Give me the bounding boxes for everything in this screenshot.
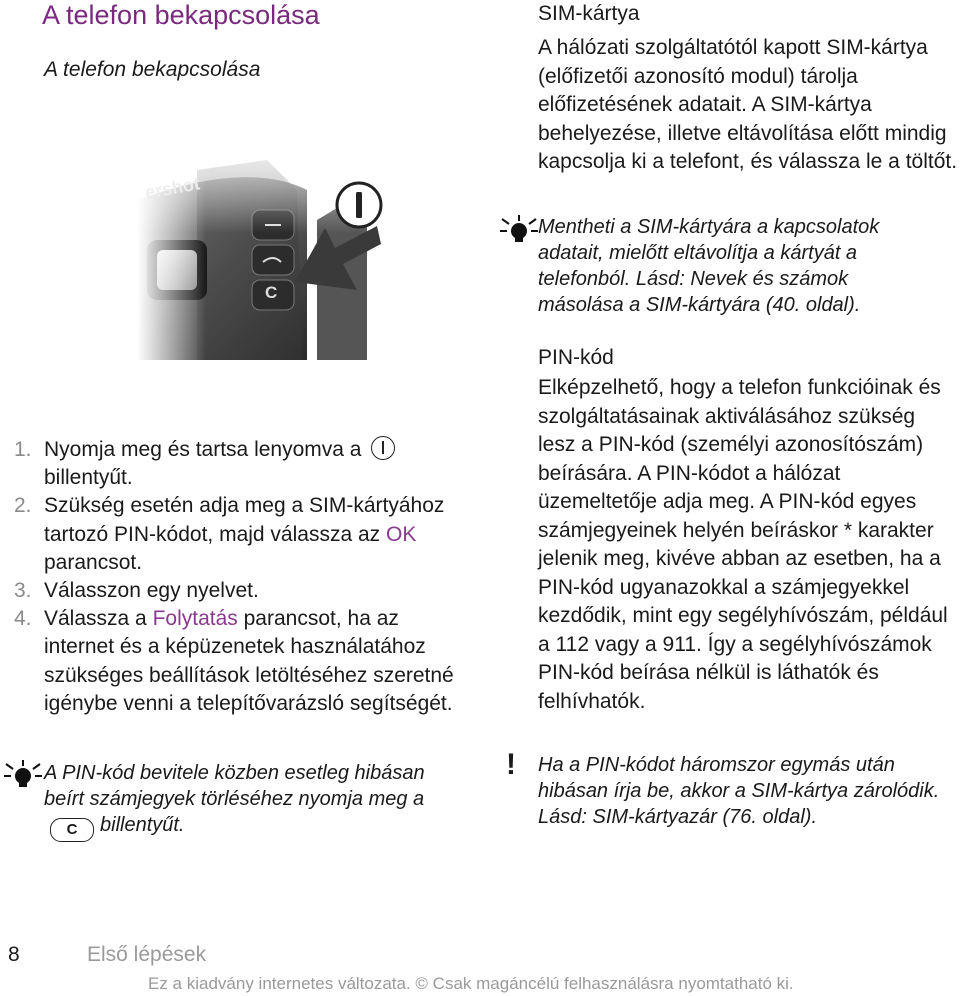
tip-delete-digits (44, 760, 444, 842)
step-text: Válassza a (44, 607, 147, 631)
power-key-icon (371, 436, 395, 460)
step-number: 2. (14, 494, 32, 518)
page-number: 8 (8, 943, 20, 966)
step-text: Nyomja meg és tartsa lenyomva a (44, 438, 362, 461)
lightbulb-tip-icon (500, 215, 538, 243)
step-text: billentyűt. (44, 466, 133, 490)
step-number: 3. (14, 579, 32, 603)
step-text: parancsot, ha az internet és a képüzenetek használatához szükséges beállítások letöltéséhez szeretné igénybe venni a telepítővarázsló segítségét. (44, 607, 454, 715)
sim-body: A hálózati szolgáltatótól kapott SIM-kártya (előfizetői azonosító modul) tárolja előfizetésének adatait. A SIM-kártya behelyezése, illetve eltávolítása előtt mindig kapcsolja ki a telefont, és válassza le a töltőt. (538, 36, 958, 173)
list-item (14, 492, 464, 577)
sim-heading: SIM-kártya (538, 2, 640, 25)
footer-note: Ez a kiadvány internetes változata. © Csak magáncélú felhasználásra nyomtatható ki. (148, 974, 794, 993)
arrow-pointer-icon (285, 220, 385, 305)
list-item (14, 436, 464, 492)
page-title: A telefon bekapcsolása (42, 0, 320, 30)
c-key-icon: C (50, 818, 94, 842)
page-subtitle: A telefon bekapcsolása (44, 58, 261, 81)
step-text: Szükség esetén adja meg a SIM-kártyához tartozó PIN-kódot, majd válassza az (44, 494, 445, 546)
tip-text: billentyűt. (100, 814, 185, 836)
phone-c-key-label: C (265, 283, 278, 302)
step-text: parancsot. (44, 550, 143, 574)
phone-brand-text: ershot (143, 173, 202, 203)
highlight-folytatas: Folytatás (152, 607, 238, 631)
section-name: Első lépések (87, 943, 207, 966)
pin-heading: PIN-kód (538, 346, 614, 369)
step-number: 1. (14, 438, 32, 461)
highlight-ok: OK (386, 522, 417, 546)
tip-text: A PIN-kód bevitele közben esetleg hibásan beírt számjegyek törléséhez nyomja meg a (44, 762, 425, 810)
tip-sim-contacts: Mentheti a SIM-kártyára a kapcsolatok adatait, mielőtt eltávolítja a kártyát a telefonból. Lásd: Nevek és számok másolása a SIM-kártyára (40. oldal). (538, 216, 880, 316)
step-number: 4. (14, 607, 32, 631)
warning-text: Ha a PIN-kódot háromszor egymás után hibásan írja be, akkor a SIM-kártya zárolódik. Lásd: SIM-kártyazár (76. oldal). (538, 754, 940, 828)
warning-icon: ! (506, 748, 516, 781)
step-text: Válasszon egy nyelvet. (44, 579, 259, 603)
steps-list (14, 436, 464, 718)
list-item (14, 577, 464, 605)
pin-body: Elképzelhető, hogy a telefon funkcióinak és szolgáltatásainak aktiválásához szükség lesz a PIN-kód (személyi azonosítószám) beírására. A PIN-kódot a hálózat üzemeltetője adja meg. A PIN-kód egyes számjegyeinek helyén beíráskor * karakter jelenik meg, kivéve abban az esetben, ha a PIN-kód ugyanazokkal a számjegyekkel kezdődik, mint egy segélyhívószám, például a 112 vagy a 911. Így a segélyhívószámok PIN-kód beírása nélkül is láthatók és felhívhatók. (538, 376, 948, 713)
list-item (14, 605, 464, 718)
lightbulb-tip-icon (4, 760, 42, 788)
